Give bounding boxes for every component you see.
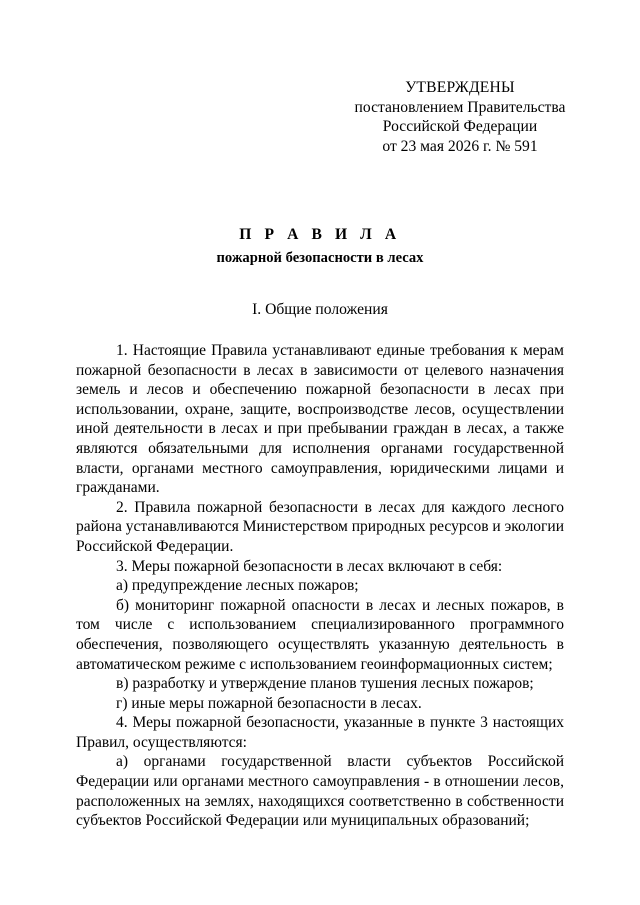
list-item-4a: а) органами государственной власти субъектов Российской Федерации или органами местного самоуправления - в отношении лесов, расположенных на землях, находящихся соответственно в собственности субъектов Российской Федерации или муниципальных образований; xyxy=(76,753,564,830)
document-subtitle: пожарной безопасности в лесах xyxy=(216,250,424,266)
paragraph-2: 2. Правила пожарной безопасности в лесах для каждого лесного района устанавливаются Министерством природных ресурсов и экологии Российской Федерации. xyxy=(76,498,564,555)
paragraph-4: 4. Меры пожарной безопасности, указанные в пункте 3 настоящих Правил, осуществляются: xyxy=(76,714,564,751)
approval-line-3: от 23 мая 2026 г. № 591 xyxy=(382,137,538,155)
approval-line-1: постановлением Правительства xyxy=(354,98,566,116)
paragraph-3: 3. Меры пожарной безопасности в лесах включают в себя: xyxy=(116,557,503,575)
document-body xyxy=(76,341,564,831)
approval-line-2: Российской Федерации xyxy=(382,118,538,135)
list-item-3d: г) иные меры пожарной безопасности в лесах. xyxy=(116,694,422,712)
paragraph-1: 1. Настоящие Правила устанавливают единые требования к мерам пожарной безопасности в лесах в зависимости от целевого назначения земель и лесов и обеспечению пожарной безопасности в лесах при использовании, охране, защите, воспроизводстве лесов, осуществлении иной деятельности в лесах и при пребывании граждан в лесах, а также являются обязательными для исполнения органами государственной власти, органами местного самоуправления, юридическими лицами и гражданами. xyxy=(76,342,564,497)
approval-heading: УТВЕРЖДЕНЫ xyxy=(405,79,515,96)
list-item-3a: а) предупреждение лесных пожаров; xyxy=(116,577,359,595)
section-heading: I. Общие положения xyxy=(252,301,388,318)
approval-block xyxy=(330,78,590,156)
list-item-3b: б) мониторинг пожарной опасности в лесах и лесных пожаров, в том числе с использованием специализированного программного обеспечения, позволяющего осуществлять указанную деятельность в автоматическом режиме с использованием геоинформационных систем; xyxy=(76,596,564,673)
document-title: П Р А В И Л А xyxy=(239,226,401,243)
list-item-3c: в) разработку и утверждение планов тушения лесных пожаров; xyxy=(116,675,534,693)
